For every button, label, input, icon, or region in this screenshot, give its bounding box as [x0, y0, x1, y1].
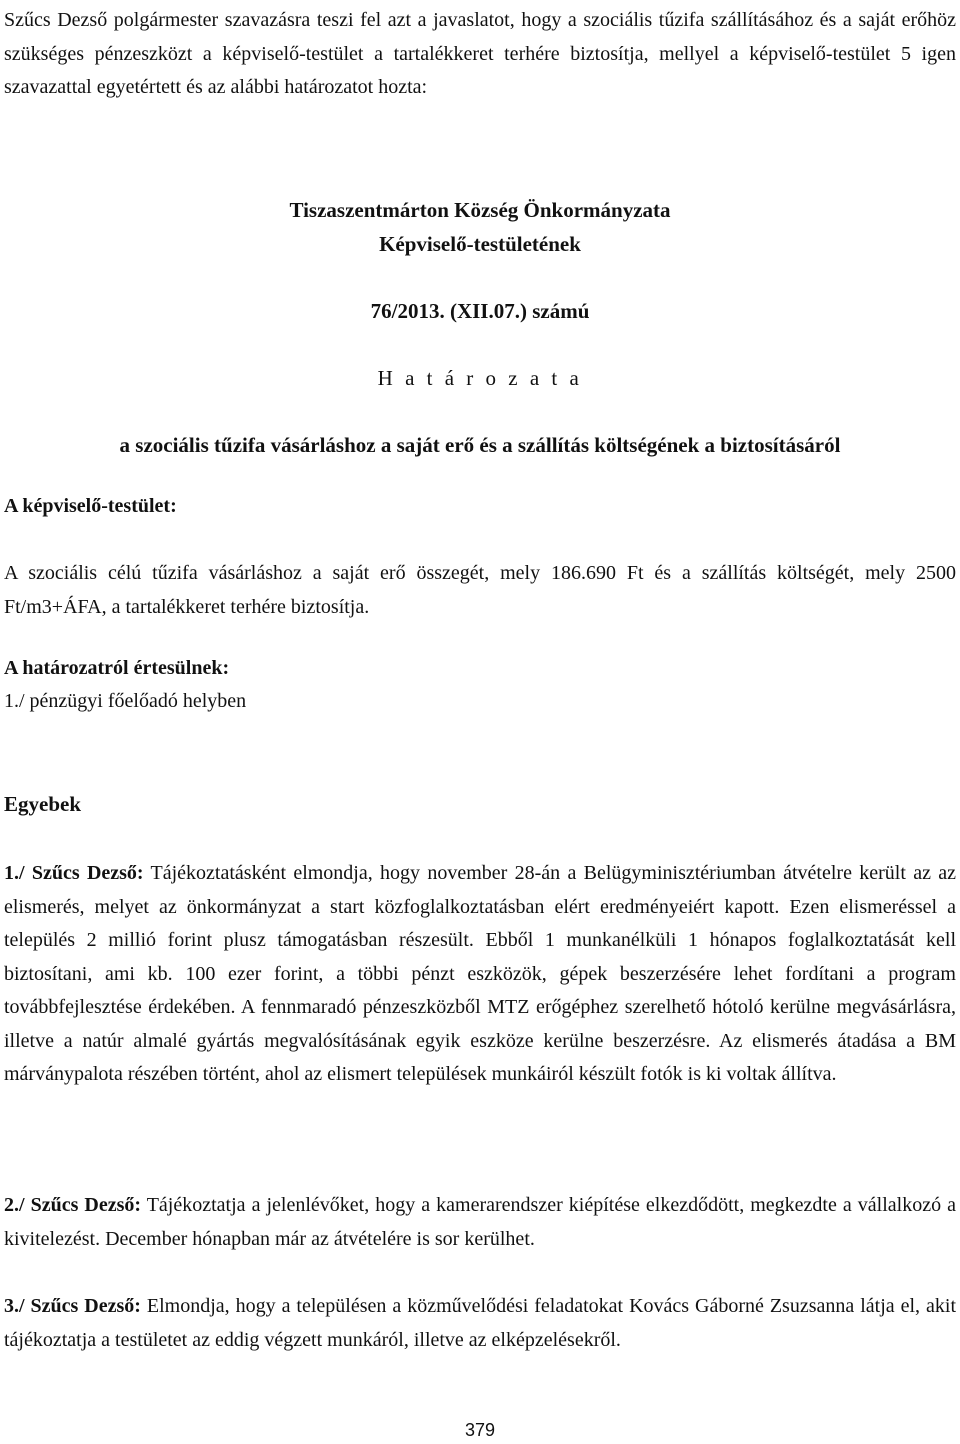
resolution-body: A szociális célú tűzifa vásárláshoz a saját erő összegét, mely 186.690 Ft és a szállítás költségét, mely 2500 Ft/m3+ÁFA, a tartalékkeret terhére biztosítja.: [4, 562, 956, 618]
notify-heading: A határozatról értesülnek:: [4, 657, 230, 679]
other-item-2: [4, 1189, 956, 1256]
resolution-subject: a szociális tűzifa vásárláshoz a saját erő és a szállítás költségének a biztosításáról: [119, 433, 841, 457]
resolution-body-heading: A képviselő-testület:: [4, 495, 177, 517]
resolution-title: H a t á r o z a t a: [377, 366, 583, 390]
other-item-3-text: Elmondja, hogy a településen a közművelődési feladatokat Kovács Gáborné Zsuzsanna látja el, akit tájékoztatja a testületet az eddig végzett munkáról, illetve az elképzelésekről.: [4, 1295, 957, 1351]
resolution-number: 76/2013. (XII.07.) számú: [370, 299, 590, 323]
notify-item: 1./ pénzügyi főelőadó helyben: [4, 690, 247, 712]
other-item-1: [4, 857, 956, 1092]
other-item-2-text: Tájékoztatja a jelenlévőket, hogy a kamerarendszer kiépítése elkezdődött, megkezdte a vállalkozó a kivitelezést. December hónapban már az átvételére is sor kerülhet.: [4, 1194, 956, 1250]
other-item-2-prefix: 2./ Szűcs Dezső:: [4, 1194, 142, 1216]
other-item-1-prefix: 1./ Szűcs Dezső:: [4, 862, 144, 884]
other-item-1-text: Tájékoztatásként elmondja, hogy november 28-án a Belügyminisztériumban átvételre került az az elismerés, melyet az önkormányzat a start közfoglalkoztatásban elért eredményeiért kapott. Ezen elismeréssel a település 2 millió forint plusz támogatásban részesült. Ebből 1 munkanélküli 1 hónapos foglalkoztatását kell biztosítani, ami kb. 100 ezer forint, a többi pénzt eszközök, gépek beszerzésére lehet fordítani a program továbbfejlesztése érdekében. A fennmaradó pénzeszközből MTZ erőgéphez szerelhető hótoló kerülne megvásárlásra, illetve a natúr almalé gyártás megvalósításának egyik eszköze kerülne beszerzésre. Az elismerés átadása a BM márványpalota részében történt, ahol az elismert települések munkáiról készült fotók is ki voltak állítva.: [4, 862, 957, 1085]
intro-paragraph: Szűcs Dezső polgármester szavazásra teszi fel azt a javaslatot, hogy a szociális tűzifa szállításához és a saját erőhöz szükséges pénzeszközt a képviselő-testület a tartalékkeret terhére biztosítja, mellyel a képviselő-testület 5 igen szavazattal egyetértett és az alábbi határozatot hozta:: [4, 9, 956, 98]
other-heading: Egyebek: [4, 792, 82, 816]
other-item-3-prefix: 3./ Szűcs Dezső:: [4, 1295, 141, 1317]
page-number: 379: [464, 1420, 496, 1440]
resolution-org-line2: Képviselő-testületének: [379, 232, 581, 256]
other-item-3: [4, 1290, 956, 1357]
resolution-org-line1: Tiszaszentmárton Község Önkormányzata: [289, 198, 671, 222]
